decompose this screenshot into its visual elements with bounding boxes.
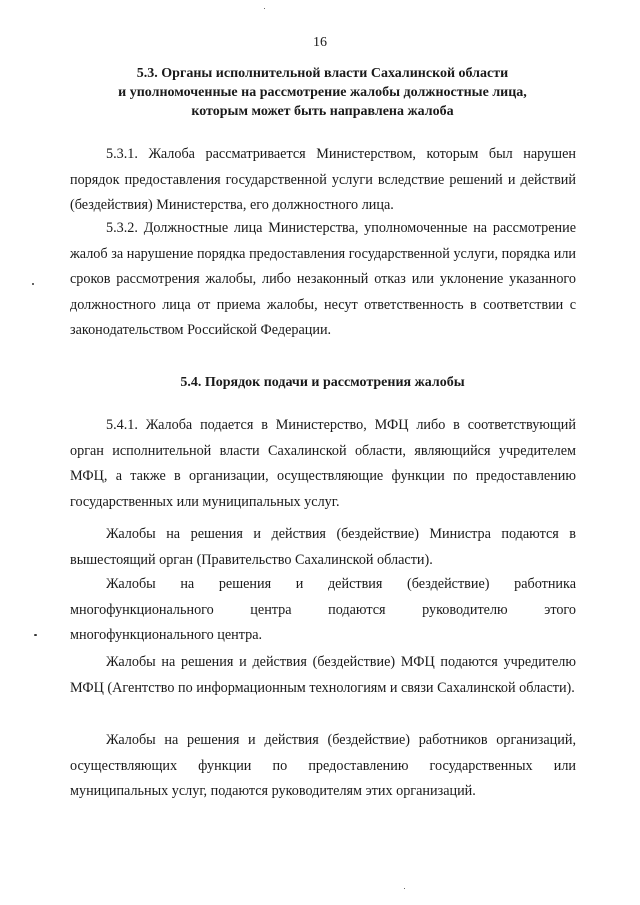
paragraph-minister-complaints: Жалобы на решения и действия (бездействие) Министра подаются в вышестоящий орган (Правительство Сахалинской области). (70, 526, 576, 568)
heading-line: которым может быть направлена жалоба (191, 104, 454, 119)
scan-speck (264, 8, 265, 9)
paragraph-5-4-1: 5.4.1. Жалоба подается в Министерство, МФЦ либо в соответствующий орган исполнительной власти Сахалинской области, являющийся учредителем МФЦ, а также в организации, осуществляющие функции по предоставлению государственных или муниципальных услуг. (70, 417, 576, 510)
paragraph-mfc-worker-complaints: Жалобы на решения и действия (бездействие) работника многофункционального центра подаются руководителю этого многофункционального центра. (70, 576, 576, 643)
heading-line: и уполномоченные на рассмотрение жалобы должностные лица, (118, 85, 527, 100)
page-number: 16 (313, 35, 327, 50)
section-5-3-heading (70, 64, 575, 121)
paragraph-5-3-2: 5.3.2. Должностные лица Министерства, уполномоченные на рассмотрение жалоб за нарушение порядка предоставления государственной услуги, порядка или сроков рассмотрения жалобы, либо незаконный отказ или уклонение указанного должностного лица от приема жалобы, несут ответственность в соответствии с законодательством Российской Федерации. (70, 220, 576, 338)
section-5-4-heading: 5.4. Порядок подачи и рассмотрения жалобы (180, 375, 465, 390)
heading-line: 5.3. Органы исполнительной власти Сахалинской области (136, 66, 509, 81)
scan-speck (32, 283, 34, 285)
paragraph-mfc-complaints: Жалобы на решения и действия (бездействие) МФЦ подаются учредителю МФЦ (Агентство по информационным технологиям и связи Сахалинской области). (70, 654, 576, 696)
scan-speck (404, 888, 405, 889)
paragraph-organization-complaints: Жалобы на решения и действия (бездействие) работников организаций, осуществляющих функции по предоставлению государственных или муниципальных услуг, подаются руководителям этих организаций. (70, 732, 576, 799)
paragraph-5-3-1: 5.3.1. Жалоба рассматривается Министерством, которым был нарушен порядок предоставления государственной услуги вследствие решений и действий (бездействия) Министерства, его должностного лица. (70, 146, 576, 213)
scan-speck (34, 634, 37, 636)
